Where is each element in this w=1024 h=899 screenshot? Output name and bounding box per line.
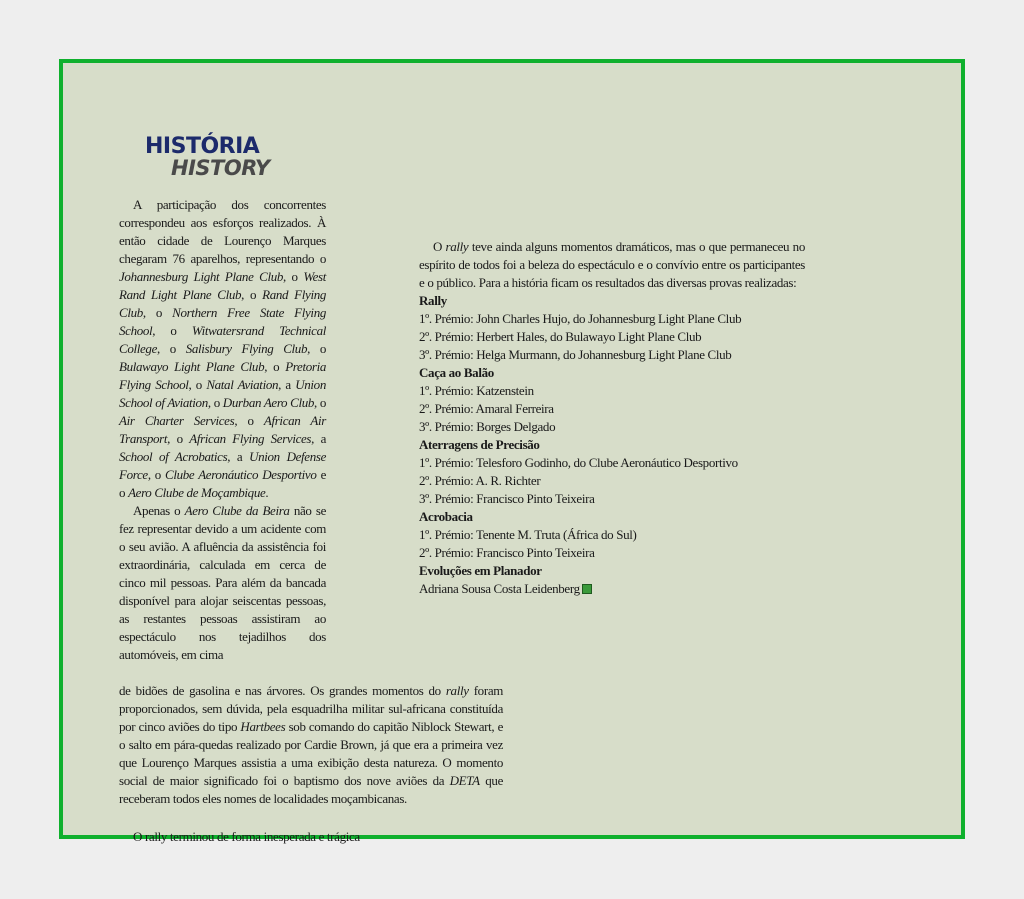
section-heading — [145, 134, 270, 180]
text-run: , o — [147, 467, 166, 482]
end-of-article-square-icon — [582, 584, 592, 594]
text-run: , o — [283, 269, 304, 284]
italic-text-run: Northern Free State Flying School — [119, 305, 326, 338]
paragraph-results-intro — [419, 238, 805, 292]
result-item-text: 1º. Prémio: Katzenstein — [419, 383, 534, 398]
result-section-title: Acrobacia — [419, 509, 473, 524]
results-list — [419, 292, 805, 598]
italic-text-run: Durban Aero Club — [222, 395, 315, 410]
italic-text-run: African Air Transport — [119, 413, 326, 446]
result-item — [419, 526, 805, 544]
result-item — [419, 310, 805, 328]
result-item — [419, 454, 805, 472]
italic-text-run: Aero Clube da Beira — [184, 503, 290, 518]
cut-off-text-line: O rally terminou de forma inesperada e trágica — [133, 829, 360, 844]
italic-text-run: Johannesburg Light Plane Club — [119, 269, 284, 284]
text-run: , a — [311, 431, 326, 446]
italic-text-run: Aero Clube de Moçambique — [128, 485, 266, 500]
text-run: A participação dos concorrentes correspondeu aos esforços realizados. À então cidade de Lourenço Marques chegaram 76 aparelhos, representando o — [119, 197, 326, 266]
italic-text-run: African Flying Services — [189, 431, 312, 446]
italic-text-run: rally — [445, 683, 469, 698]
text-run: O — [433, 239, 446, 254]
italic-text-run: Witwatersrand Technical College — [119, 323, 326, 356]
result-item-text: 3º. Prémio: Francisco Pinto Teixeira — [419, 491, 595, 506]
result-item — [419, 472, 805, 490]
paragraph-participants — [119, 196, 326, 502]
text-run: , o — [264, 359, 286, 374]
result-item-text: 1º. Prémio: Telesforo Godinho, do Clube Aeronáutico Desportivo — [419, 455, 738, 470]
text-run: , o — [207, 395, 223, 410]
results-column — [419, 238, 805, 598]
text-run: Apenas o — [133, 503, 185, 518]
result-item — [419, 328, 805, 346]
italic-text-run: Clube Aeronáutico Desportivo — [165, 467, 317, 482]
left-column-narrow — [119, 196, 326, 664]
italic-text-run: Bulawayo Light Plane Club — [119, 359, 265, 374]
result-item — [419, 400, 805, 418]
result-item-text: 1º. Prémio: John Charles Hujo, do Johannesburg Light Plane Club — [419, 311, 742, 326]
result-item — [419, 418, 805, 436]
text-run: , a — [227, 449, 250, 464]
italic-text-run: Pretoria Flying School — [119, 359, 326, 392]
text-run: , o — [188, 377, 207, 392]
text-run: , o — [307, 341, 327, 356]
text-run: . — [265, 485, 269, 500]
heading-english: HISTORY — [171, 156, 270, 180]
result-item-text: 2º. Prémio: A. R. Richter — [419, 473, 541, 488]
italic-text-run: Union Defense Force — [119, 449, 326, 482]
result-section-title: Aterragens de Precisão — [419, 437, 540, 452]
result-item — [419, 346, 805, 364]
italic-text-run: rally — [445, 239, 469, 254]
italic-text-run: DETA — [449, 773, 480, 788]
italic-text-run: West Rand Light Plane Club — [119, 269, 326, 302]
left-column-wide — [119, 682, 503, 808]
result-item — [419, 544, 805, 562]
text-run: , o — [142, 305, 173, 320]
text-run: , a — [278, 377, 296, 392]
result-item-text: 3º. Prémio: Helga Murmann, do Johannesburg Light Plane Club — [419, 347, 732, 362]
result-section-title: Evoluções em Planador — [419, 563, 542, 578]
italic-text-run: Union School of Aviation — [119, 377, 326, 410]
italic-text-run: Hartbees — [240, 719, 286, 734]
italic-text-run: Natal Aviation — [206, 377, 279, 392]
italic-text-run: Rand Flying Club — [119, 287, 327, 320]
paragraph-highlights — [119, 682, 503, 808]
result-item — [419, 382, 805, 400]
result-item-text: 2º. Prémio: Amaral Ferreira — [419, 401, 554, 416]
text-run: , o — [152, 323, 192, 338]
text-run: , o — [167, 431, 190, 446]
article-page — [59, 59, 965, 844]
text-run: teve ainda alguns momentos dramáticos, mas o que permaneceu no espírito de todos foi a beleza do espectáculo e o convívio entre os participantes e o público. Para a história ficam os resultados das diversas provas realizadas: — [419, 239, 805, 290]
result-item — [419, 490, 805, 508]
result-section-title: Rally — [419, 293, 447, 308]
text-run: não se fez representar devido a um acidente com o seu avião. A afluência da assistência foi extraordinária, calculada em cerca de cinco mil pessoas. Para além da bancada disponível para alojar seiscentas pessoas, as restantes pessoas assistiram ao espectáculo nos tejadilhos dos automóveis, em cima — [119, 503, 326, 662]
text-run: , o — [241, 287, 263, 302]
result-item-text: 2º. Prémio: Herbert Hales, do Bulawayo Light Plane Club — [419, 329, 702, 344]
result-item-text: 2º. Prémio: Francisco Pinto Teixeira — [419, 545, 595, 560]
text-run: foram proporcionados, sem dúvida, pela esquadrilha militar sul-africana constituída por cinco aviões do tipo — [119, 683, 503, 734]
italic-text-run: Salisbury Flying Club — [185, 341, 308, 356]
result-item — [419, 580, 805, 598]
text-run: que receberam todos eles nomes de localidades moçambicanas. — [119, 773, 503, 806]
result-section-title: Caça ao Balão — [419, 365, 494, 380]
text-run: de bidões de gasolina e nas árvores. Os grandes momentos do — [119, 683, 446, 698]
text-run: , o — [157, 341, 186, 356]
text-run: e o — [119, 467, 327, 500]
result-item-text: 3º. Prémio: Borges Delgado — [419, 419, 556, 434]
heading-portuguese: HISTÓRIA — [145, 134, 260, 159]
paragraph-audience — [119, 502, 326, 664]
text-run: sob comando do capitão Niblock Stewart, e o salto em pára-quedas realizado por Cardie Brown, já que era a primeira vez que Lourenço Marques assistia a uma exibição desta natureza. O momento social de maior significado foi o baptismo dos nove aviões da — [119, 719, 503, 788]
text-run: , o — [234, 413, 264, 428]
result-item-text: Adriana Sousa Costa Leidenberg — [419, 581, 580, 596]
italic-text-run: Air Charter Services — [119, 413, 235, 428]
result-item-text: 1º. Prémio: Tenente M. Truta (África do Sul) — [419, 527, 637, 542]
italic-text-run: School of Acrobatics — [119, 449, 228, 464]
text-run: , o — [314, 395, 327, 410]
